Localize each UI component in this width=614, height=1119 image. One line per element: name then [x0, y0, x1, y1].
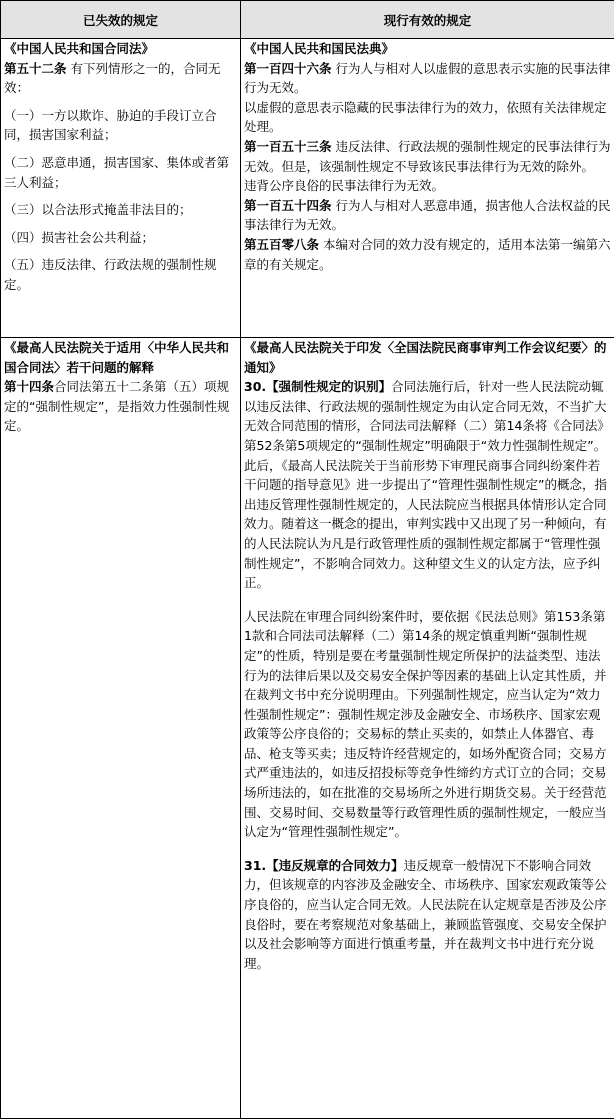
section-30 — [244, 377, 611, 593]
article-text: 违背公序良俗的民事法律行为无效。 — [244, 176, 611, 196]
article-text: 有下列情形之一的，合同无效： — [4, 61, 221, 96]
list-item: （四）损害社会公共利益； — [4, 228, 237, 248]
section-text: 违反规章一般情况下不影响合同效力，但该规章的内容涉及金融安全、市场秩序、国家宏观政策等公序良俗的，应当认定合同无效。人民法院在认定规章是否涉及公序良俗时，要在考察规范对象基础上，兼顾监管强度、交易安全保护以及社会影响等方面进行慎重考量，并在裁判文书中进行充分说理。 — [244, 858, 607, 971]
article-508 — [244, 235, 611, 274]
article-154 — [244, 196, 611, 235]
article-text: 行为人与相对人以虚假的意思表示实施的民事法律行为无效。 — [244, 61, 611, 96]
section-label: 31.【违反规章的合同效力】 — [244, 858, 404, 873]
section-text: 合同法施行后，针对一些人民法院动辄以违反法律、行政法规的强制性规定为由认定合同无效，不当扩大无效合同范围的情形，合同法司法解释（二）第14条将《合同法》第52条第5项规定的“强制性规定”明确限于“效力性强制性规定”。此后，《最高人民法院关于当前形势下审理民商事合同纠纷案件若干问题的指导意见》进一步提出了“管理性强制性规定”的概念，指出违反管理性强制性规定的，人民法院应当根据具体情形认定合同效力。随着这一概念的提出，审判实践中又出现了另一种倾向，有的人民法院认为凡是行政管理性质的强制性规定都属于“管理性强制性规定”，不影响合同效力。这种望文生义的认定方法，应予纠正。 — [244, 379, 610, 590]
article-label: 第一百五十四条 — [244, 198, 332, 213]
article-52 — [4, 59, 237, 98]
section-label: 30.【强制性规定的识别】 — [244, 379, 391, 394]
article-text: 行为人与相对人恶意串通，损害他人合法权益的民事法律行为无效。 — [244, 198, 611, 233]
article-146 — [244, 59, 611, 98]
header-valid: 现行有效的规定 — [241, 1, 614, 39]
article-153 — [244, 137, 611, 176]
law-title: 《中国人民共和国民法典》 — [244, 39, 611, 59]
law-title: 《中国人民共和国合同法》 — [4, 39, 237, 59]
list-item: （五）违反法律、行政法规的强制性规定。 — [4, 255, 237, 294]
section-text: 人民法院在审理合同纠纷案件时，要依据《民法总则》第153条第1款和合同法司法解释（二）第14条的规定慎重判断“强制性规定”的性质，特别是要在考量强制性规定所保护的法益类型、违法行为的法律后果以及交易安全保护等因素的基础上认定其性质，并在裁判文书中充分说明理由。下列强制性规定，应当认定为“效力性强制性规定”：强制性规定涉及金融安全、市场秩序、国家宏观政策等公序良俗的；交易标的禁止买卖的，如禁止人体器官、毒品、枪支等买卖；违反特许经营规定的，如场外配资合同；交易方式严重违法的，如违反招投标等竞争性缔约方式订立的合同；交易场所违法的，如在批准的交易场所之外进行期货交易。关于经营范围、交易时间、交易数量等行政管理性质的强制性规定，一般应当认定为“管理性强制性规定”。 — [244, 607, 611, 842]
article-text: 合同法第五十二条第（五）项规定的“强制性规定”，是指效力性强制性规定。 — [4, 379, 229, 433]
article-label: 第一百四十六条 — [244, 61, 332, 76]
law-title: 《最高人民法院关于印发〈全国法院民商事审判工作会议纪要〉的通知》 — [244, 338, 611, 377]
list-item: （三）以合法形式掩盖非法目的； — [4, 200, 237, 220]
table-row — [1, 39, 614, 338]
article-text: 以虚假的意思表示隐藏的民事法律行为的效力，依照有关法律规定处理。 — [244, 98, 611, 137]
article-label: 第五十二条 — [4, 61, 67, 76]
article-label: 第十四条 — [4, 379, 54, 394]
meeting-minutes-cell — [241, 338, 614, 1119]
list-item: （二）恶意串通，损害国家、集体或者第三人利益； — [4, 153, 237, 192]
article-14 — [4, 377, 237, 436]
article-label: 第一百五十三条 — [244, 139, 332, 154]
interpretation-cell — [1, 338, 241, 1119]
list-item: （一）一方以欺诈、胁迫的手段订立合同，损害国家利益； — [4, 106, 237, 145]
header-row — [1, 1, 614, 39]
article-text: 违反法律、行政法规的强制性规定的民事法律行为无效。但是，该强制性规定不导致该民事法律行为无效的除外。 — [244, 139, 611, 174]
article-text: 本编对合同的效力没有规定的，适用本法第一编第六章的有关规定。 — [244, 237, 611, 272]
section-31 — [244, 856, 611, 974]
law-title: 《最高人民法院关于适用〈中华人民共和国合同法〉若干问题的解释 — [4, 338, 237, 377]
contract-law-cell — [1, 39, 241, 338]
table-row — [1, 338, 614, 1119]
civil-code-cell — [241, 39, 614, 338]
header-invalid: 已失效的规定 — [1, 1, 241, 39]
article-label: 第五百零八条 — [244, 237, 319, 252]
